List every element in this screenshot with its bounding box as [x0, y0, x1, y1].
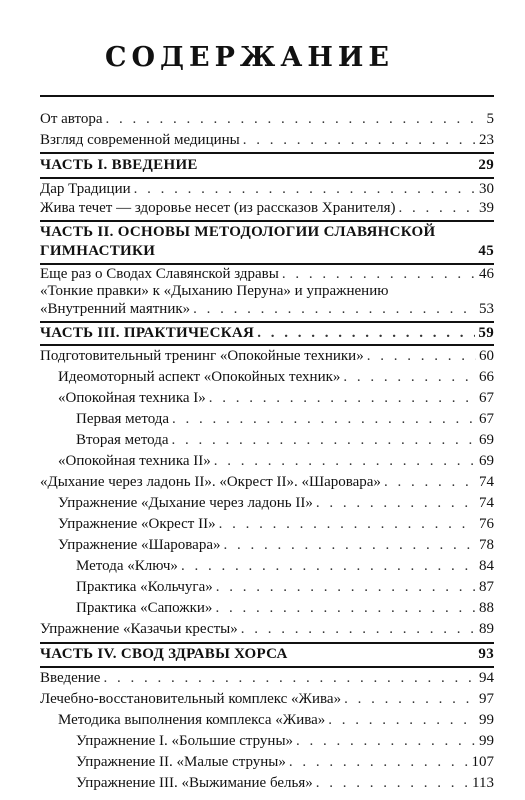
toc-entry-label: ГИМНАСТИКИ — [40, 243, 156, 259]
leader-dots — [296, 732, 476, 751]
toc-entry-label: ЧАСТЬ III. ПРАКТИЧЕСКАЯ — [40, 325, 255, 341]
toc-entry-label: ЧАСТЬ IV. СВОД ЗДРАВЫ ХОРСА — [40, 646, 288, 662]
toc-entry — [76, 410, 494, 429]
toc-entry-page: 69 — [479, 432, 494, 448]
toc-entry-page: 46 — [479, 266, 494, 282]
toc-part-heading — [40, 156, 494, 175]
leader-dots — [344, 690, 476, 709]
toc-entry — [58, 494, 494, 513]
leader-dots — [215, 599, 476, 618]
toc-entry-label: «Опокойная техника II» — [58, 453, 211, 469]
section-rule — [40, 666, 494, 668]
toc-entry — [76, 774, 494, 793]
toc-entry-label: Упражнение II. «Малые струны» — [76, 754, 286, 770]
leader-dots — [367, 347, 476, 366]
toc-entry — [58, 711, 494, 730]
toc-entry-page: 5 — [486, 111, 494, 127]
toc-entry-page: 23 — [479, 132, 494, 148]
toc-part-heading-line1: ЧАСТЬ II. ОСНОВЫ МЕТОДОЛОГИИ СЛАВЯНСКОЙ — [40, 224, 436, 240]
toc-entry-page: 39 — [479, 200, 494, 216]
toc-entry-label: Упражнение «Окрест II» — [58, 516, 216, 532]
leader-dots — [106, 110, 484, 129]
toc-entry-page: 89 — [479, 621, 494, 637]
toc-entry-page: 87 — [479, 579, 494, 595]
leader-dots — [241, 620, 476, 639]
toc-part-heading — [40, 645, 494, 664]
toc-entry-label: Лечебно-восстановительный комплекс «Жива» — [40, 691, 342, 707]
leader-dots — [209, 389, 476, 408]
toc-entry — [40, 180, 494, 199]
toc-entry-page: 84 — [479, 558, 494, 574]
leader-dots — [384, 473, 476, 492]
toc-entry-label: Дар Традиции — [40, 181, 131, 197]
leader-dots — [399, 199, 476, 218]
leader-dots — [172, 431, 476, 450]
toc-entry-page: 59 — [478, 325, 494, 341]
toc-entry-page: 94 — [479, 670, 494, 686]
toc-part-heading — [40, 242, 494, 261]
leader-dots — [103, 669, 476, 688]
toc-entry-label: Подготовительный тренинг «Опокойные техники» — [40, 348, 364, 364]
leader-dots — [214, 452, 476, 471]
toc-entry-label: Упражнение «Шаровара» — [58, 537, 221, 553]
toc-entry-page: 67 — [479, 411, 494, 427]
toc-entry — [76, 599, 494, 618]
toc-entry — [58, 389, 494, 408]
leader-dots — [224, 536, 477, 555]
toc-entry-page: 99 — [479, 712, 494, 728]
toc-entry — [40, 690, 494, 709]
toc-entry — [58, 515, 494, 534]
section-rule — [40, 177, 494, 179]
toc-entry-page: 107 — [471, 754, 494, 770]
toc-entry — [40, 347, 494, 366]
toc-entry-page: 45 — [478, 243, 494, 259]
toc-entry — [76, 557, 494, 576]
toc-entry-page: 113 — [472, 775, 494, 791]
toc-entry-label: Жива течет — здоровье несет (из рассказов Хранителя) — [40, 200, 396, 216]
leader-dots — [172, 410, 476, 429]
toc-entry — [76, 732, 494, 751]
toc-part-heading — [40, 324, 494, 343]
page-title: СОДЕРЖАНИЕ — [105, 42, 394, 73]
toc-entry-page: 78 — [479, 537, 494, 553]
toc-entry-label: ЧАСТЬ I. ВВЕДЕНИЕ — [40, 157, 198, 173]
toc-entry-label: Методика выполнения комплекса «Жива» — [58, 712, 326, 728]
toc-entry-label: Практика «Сапожки» — [76, 600, 213, 616]
section-rule — [40, 321, 494, 323]
toc-entry-page: 30 — [479, 181, 494, 197]
toc-entry — [58, 452, 494, 471]
toc-entry-page: 53 — [479, 301, 494, 317]
toc-entry-label: «Внутренний маятник» — [40, 301, 191, 317]
toc-entry-page: 69 — [479, 453, 494, 469]
leader-dots — [134, 180, 476, 199]
toc-entry — [76, 753, 494, 772]
toc-entry — [58, 536, 494, 555]
toc-entry-label: «Опокойная техника I» — [58, 390, 206, 406]
toc-entry — [40, 300, 494, 319]
section-rule — [40, 220, 494, 222]
section-rule — [40, 642, 494, 644]
toc-entry-label: Метода «Ключ» — [76, 558, 178, 574]
leader-dots — [219, 515, 476, 534]
leader-dots — [193, 300, 476, 319]
toc-entry-page: 60 — [479, 348, 494, 364]
toc-entry-page: 29 — [478, 157, 494, 173]
leader-dots — [328, 711, 476, 730]
toc-entry-label: Упражнение «Казачьи кресты» — [40, 621, 238, 637]
toc-entry-label: Упражнение III. «Выжимание белья» — [76, 775, 313, 791]
toc-entry-label: Вторая метода — [76, 432, 169, 448]
leader-dots — [316, 494, 476, 513]
leader-dots — [257, 324, 475, 343]
toc-entry-page: 74 — [479, 495, 494, 511]
toc-entry — [40, 473, 494, 492]
toc-entry-label: Первая метода — [76, 411, 170, 427]
toc-entry-page: 66 — [479, 369, 494, 385]
toc-entry-page: 74 — [479, 474, 494, 490]
toc-entry — [40, 620, 494, 639]
toc-entry-page: 88 — [479, 600, 494, 616]
leader-dots — [316, 774, 469, 793]
toc-entry-page: 99 — [479, 733, 494, 749]
toc-entry — [40, 199, 494, 218]
toc-entry — [40, 110, 494, 129]
toc-entry-page: 76 — [479, 516, 494, 532]
toc-entry-label: Еще раз о Сводах Славянской здравы — [40, 266, 279, 282]
leader-dots — [343, 368, 476, 387]
leader-dots — [289, 753, 469, 772]
leader-dots — [243, 131, 476, 150]
section-rule — [40, 152, 494, 154]
toc-entry-page: 93 — [478, 646, 494, 662]
toc-entry-label: Упражнение «Дыхание через ладонь II» — [58, 495, 313, 511]
toc-entry-label: От автора — [40, 111, 103, 127]
toc-entry-label: Практика «Кольчуга» — [76, 579, 213, 595]
toc-entry — [76, 431, 494, 450]
toc-entry-label: «Дыхание через ладонь II». «Окрест II». «Шаровара» — [40, 474, 381, 490]
section-rule — [40, 344, 494, 346]
toc-entry-label: Упражнение I. «Большие струны» — [76, 733, 294, 749]
toc-entry-page: 67 — [479, 390, 494, 406]
header-rule — [40, 95, 494, 97]
toc-entry — [58, 368, 494, 387]
toc-entry-label: Введение — [40, 670, 101, 686]
toc-entry — [76, 578, 494, 597]
toc-entry-page: 97 — [479, 691, 494, 707]
toc-entry-label: Идеомоторный аспект «Опокойных техник» — [58, 369, 341, 385]
toc-entry — [40, 131, 494, 150]
toc-entry — [40, 669, 494, 688]
leader-dots — [216, 578, 476, 597]
leader-dots — [181, 557, 476, 576]
toc-entry-line1: «Тонкие правки» к «Дыханию Перуна» и упражнению — [40, 283, 389, 299]
toc-entry-label: Взгляд современной медицины — [40, 132, 240, 148]
